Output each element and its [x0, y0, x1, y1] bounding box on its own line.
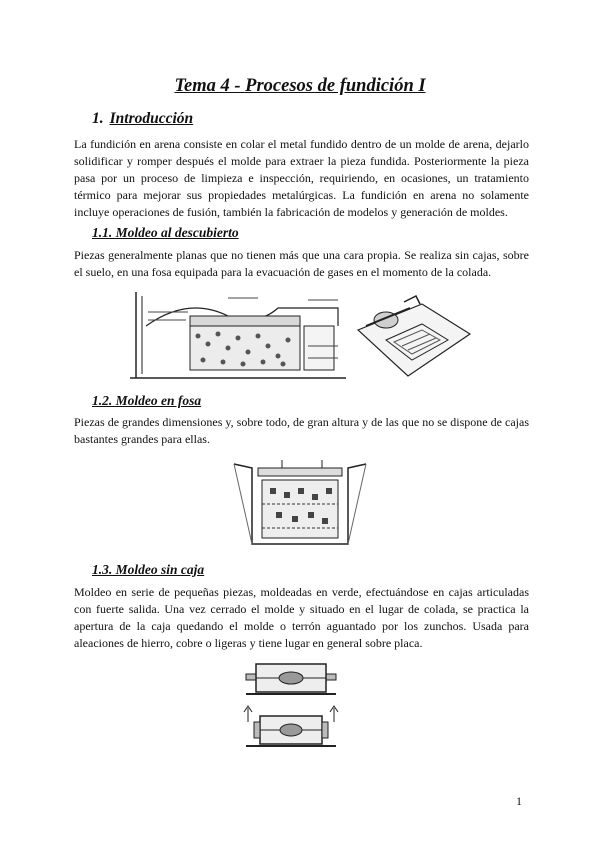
section-1-1-heading: 1.1. Moldeo al descubierto: [92, 225, 239, 240]
section-1-heading: [92, 110, 193, 128]
open-mold-diagram: [128, 286, 350, 382]
flaskless-mold-closed-diagram: [244, 660, 338, 698]
floor-mold-isometric: [352, 290, 474, 382]
section-1-paragraph: La fundición en arena consiste en colar el metal fundido dentro de un molde de arena, dejarlo solidificar y romper después el molde para extraer la pieza fundida. Posteriormente la pieza pasa por un proceso de limpieza e inspección, requiriendo, en ocasiones, un tratamiento térmico para mejorar sus propiedades metalúrgicas. La fundición en arena no solamente incluye operaciones de fusión, también la fabricación de modelos y generación de moldes.: [74, 137, 529, 219]
page-title: Tema 4 - Procesos de fundición I: [174, 76, 426, 96]
section-1-3-heading: 1.3. Moldeo sin caja: [92, 562, 205, 577]
pit-mold-diagram: [232, 458, 368, 552]
section-1-3-paragraph: Moldeo en serie de pequeñas piezas, moldeadas en verde, efectuándose en cajas articuladas con fuerte salida. Una vez cerrado el molde y situado en el lugar de colada, se practica la apertura de la caja quedando el molde o terrón aguantado por los zunchos. Usada para aleaciones de hierro, cobre o ligeras y tiene lugar en general sobre placa.: [74, 585, 529, 650]
section-1-2-heading: 1.2. Moldeo en fosa: [92, 393, 202, 408]
section-1-1-paragraph: Piezas generalmente planas que no tienen más que una cara propia. Se realiza sin cajas, sobre el suelo, en una fosa equipada para la evacuación de gases en el momento de la colada.: [74, 248, 529, 279]
section-1-number: 1.: [92, 110, 104, 127]
section-1-title: Introducción: [109, 110, 194, 127]
section-1-2-paragraph: Piezas de grandes dimensiones y, sobre todo, de gran altura y de las que no se dispone de cajas bastantes grandes para ellas.: [74, 415, 529, 446]
page-number: 1: [516, 794, 522, 808]
flaskless-mold-opened-diagram: [242, 704, 340, 750]
